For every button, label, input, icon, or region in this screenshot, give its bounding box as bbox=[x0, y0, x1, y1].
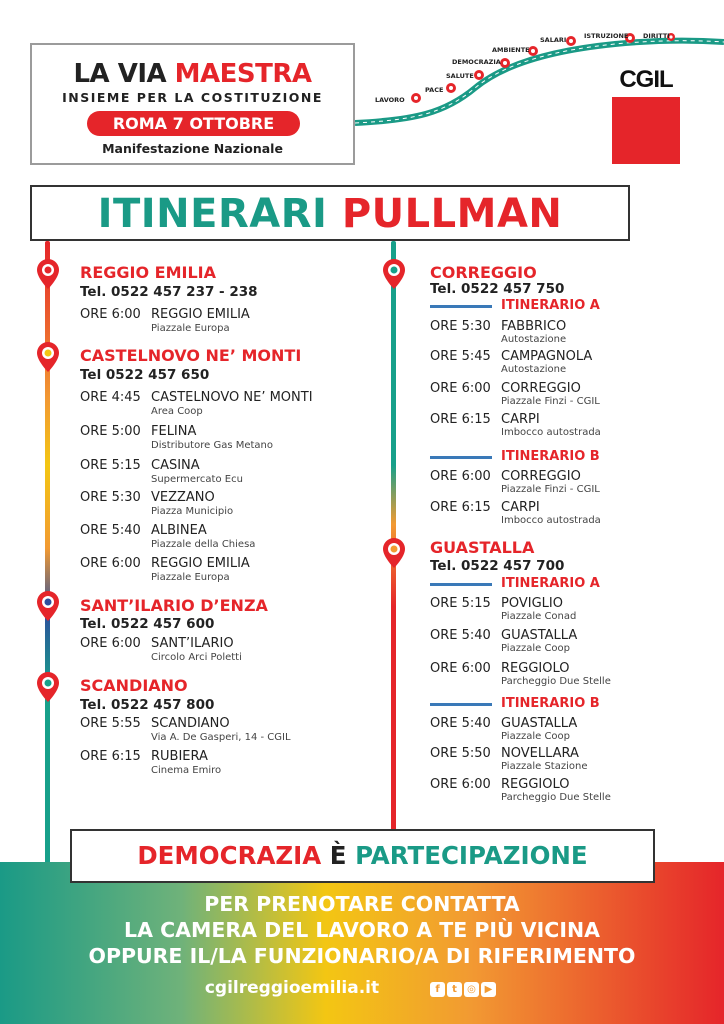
city-heading: GUASTALLA bbox=[430, 538, 535, 557]
social-icons bbox=[430, 979, 498, 999]
footer-gradient bbox=[0, 862, 724, 1024]
stop-name: REGGIO EMILIA bbox=[151, 556, 250, 571]
departure-time: ORE 6:15 bbox=[80, 749, 141, 764]
stop-name: POVIGLIO bbox=[501, 596, 563, 611]
event-note: Manifestazione Nazionale bbox=[102, 141, 283, 156]
phone-number: Tel. 0522 457 600 bbox=[80, 616, 215, 632]
stop-detail: Piazzale Conad bbox=[501, 611, 577, 622]
itinerary-divider bbox=[430, 703, 492, 706]
stop-name: CORREGGIO bbox=[501, 381, 581, 396]
road-label-pace: PACE bbox=[425, 86, 444, 94]
stop-name: REGGIO EMILIA bbox=[151, 307, 250, 322]
timeline-left bbox=[45, 241, 50, 881]
event-header bbox=[30, 43, 355, 165]
stop-detail: Piazzale Coop bbox=[501, 643, 571, 654]
map-pin-icon bbox=[382, 537, 406, 569]
city-heading: CASTELNOVO NE’ MONTI bbox=[80, 346, 302, 365]
slogan-part1: DEMOCRAZIA bbox=[137, 841, 322, 870]
stop-detail: Piazzale Europa bbox=[151, 323, 230, 334]
itinerary-label: ITINERARIO B bbox=[501, 696, 600, 711]
phone-number: Tel. 0522 457 237 - 238 bbox=[80, 284, 258, 300]
slogan-part2: È bbox=[321, 841, 356, 870]
stop-detail: Piazzale Coop bbox=[501, 731, 571, 742]
road-label-salute: SALUTE bbox=[446, 72, 474, 80]
departure-time: ORE 5:40 bbox=[430, 716, 491, 731]
itinerary-label: ITINERARIO A bbox=[501, 576, 600, 591]
title-banner bbox=[30, 185, 630, 241]
phone-number: Tel. 0522 457 800 bbox=[80, 697, 215, 713]
stop-name: VEZZANO bbox=[151, 490, 215, 505]
slogan-box bbox=[70, 829, 655, 883]
stop-detail: Autostazione bbox=[501, 364, 567, 375]
road-label-diritti: DIRITTI bbox=[643, 32, 670, 40]
road-label-lavoro: LAVORO bbox=[375, 96, 405, 104]
cgil-logo-square bbox=[612, 97, 680, 164]
stop-detail: Piazzale Stazione bbox=[501, 761, 588, 772]
stop-detail: Piazzale Finzi - CGIL bbox=[501, 396, 600, 407]
event-title bbox=[32, 59, 353, 89]
road-label-democrazia: DEMOCRAZIA bbox=[452, 58, 501, 66]
departure-time: ORE 6:00 bbox=[430, 381, 491, 396]
phone-number: Tel 0522 457 650 bbox=[80, 367, 210, 383]
departure-time: ORE 6:00 bbox=[430, 661, 491, 676]
stop-name: FABBRICO bbox=[501, 319, 567, 334]
timeline-right bbox=[391, 241, 396, 831]
phone-number: Tel. 0522 457 750 bbox=[430, 281, 565, 297]
itinerary-divider bbox=[430, 456, 492, 459]
stop-name: GUASTALLA bbox=[501, 716, 578, 731]
departure-time: ORE 6:15 bbox=[430, 412, 491, 427]
departure-time: ORE 5:15 bbox=[430, 596, 491, 611]
itinerary-divider bbox=[430, 583, 492, 586]
departure-time: ORE 5:45 bbox=[430, 349, 491, 364]
event-title-part1: LA VIA bbox=[73, 59, 175, 89]
twitter-icon[interactable]: t bbox=[447, 982, 462, 997]
stop-detail: Imbocco autostrada bbox=[501, 427, 601, 438]
cgil-logo bbox=[612, 66, 680, 164]
stop-detail: Via A. De Gasperi, 14 - CGIL bbox=[151, 732, 291, 743]
city-heading: SCANDIANO bbox=[80, 676, 188, 695]
itinerary-divider bbox=[430, 305, 492, 308]
departure-time: ORE 5:40 bbox=[80, 523, 141, 538]
departure-time: ORE 6:00 bbox=[430, 469, 491, 484]
departure-time: ORE 5:30 bbox=[80, 490, 141, 505]
event-subtitle: INSIEME PER LA COSTITUZIONE bbox=[62, 90, 323, 105]
map-pin-icon bbox=[36, 671, 60, 703]
city-heading: CORREGGIO bbox=[430, 263, 537, 282]
departure-time: ORE 4:45 bbox=[80, 390, 141, 405]
departure-time: ORE 6:00 bbox=[80, 556, 141, 571]
page-title-part2: PULLMAN bbox=[341, 191, 563, 237]
stop-detail: Parcheggio Due Stelle bbox=[501, 676, 611, 687]
stop-name: CASTELNOVO NE’ MONTI bbox=[151, 390, 313, 405]
road-label-ambiente: AMBIENTE bbox=[492, 46, 530, 54]
stop-name: CARPI bbox=[501, 500, 540, 515]
page-title-part1: ITINERARI bbox=[97, 191, 328, 237]
cta-line: LA CAMERA DEL LAVORO A TE PIÙ VICINA bbox=[124, 918, 600, 942]
departure-time: ORE 5:50 bbox=[430, 746, 491, 761]
instagram-icon[interactable]: ◎ bbox=[464, 982, 479, 997]
phone-number: Tel. 0522 457 700 bbox=[430, 558, 565, 574]
youtube-icon[interactable]: ▶ bbox=[481, 982, 496, 997]
departure-time: ORE 5:55 bbox=[80, 716, 141, 731]
stop-detail: Piazzale Finzi - CGIL bbox=[501, 484, 600, 495]
departure-time: ORE 5:00 bbox=[80, 424, 141, 439]
slogan bbox=[72, 841, 653, 870]
map-pin-icon bbox=[36, 258, 60, 290]
stop-detail: Parcheggio Due Stelle bbox=[501, 792, 611, 803]
cgil-logo-text: CGIL bbox=[619, 66, 673, 93]
departure-time: ORE 6:00 bbox=[430, 777, 491, 792]
itinerary-label: ITINERARIO A bbox=[501, 298, 600, 313]
stop-detail: Distributore Gas Metano bbox=[151, 440, 273, 451]
stop-name: CORREGGIO bbox=[501, 469, 581, 484]
stop-detail: Circolo Arci Poletti bbox=[151, 652, 242, 663]
stop-name: REGGIOLO bbox=[501, 661, 570, 676]
stop-detail: Imbocco autostrada bbox=[501, 515, 601, 526]
stop-name: NOVELLARA bbox=[501, 746, 579, 761]
map-pin-icon bbox=[36, 590, 60, 622]
stop-name: SANT’ILARIO bbox=[151, 636, 234, 651]
departure-time: ORE 6:00 bbox=[80, 636, 141, 651]
stop-detail: Cinema Emiro bbox=[151, 765, 222, 776]
stop-detail: Piazzale Europa bbox=[151, 572, 230, 583]
city-heading: REGGIO EMILIA bbox=[80, 263, 216, 282]
map-pin-icon bbox=[36, 341, 60, 373]
event-date-pill: ROMA 7 OTTOBRE bbox=[87, 111, 300, 136]
event-title-part2: MAESTRA bbox=[174, 59, 312, 89]
stop-name: ALBINEA bbox=[151, 523, 207, 538]
stop-name: REGGIOLO bbox=[501, 777, 570, 792]
stop-name: SCANDIANO bbox=[151, 716, 230, 731]
stop-name: RUBIERA bbox=[151, 749, 208, 764]
slogan-part3: PARTECIPAZIONE bbox=[355, 841, 588, 870]
page-title bbox=[32, 191, 628, 237]
departure-time: ORE 5:15 bbox=[80, 458, 141, 473]
facebook-icon[interactable]: f bbox=[430, 982, 445, 997]
departure-time: ORE 6:00 bbox=[80, 307, 141, 322]
stop-detail: Piazza Municipio bbox=[151, 506, 234, 517]
stop-name: CAMPAGNOLA bbox=[501, 349, 593, 364]
departure-time: ORE 6:15 bbox=[430, 500, 491, 515]
departure-time: ORE 5:40 bbox=[430, 628, 491, 643]
stop-name: GUASTALLA bbox=[501, 628, 578, 643]
stop-detail: Autostazione bbox=[501, 334, 567, 345]
stop-name: FELINA bbox=[151, 424, 197, 439]
stop-name: CARPI bbox=[501, 412, 540, 427]
cta-line: OPPURE IL/LA FUNZIONARIO/A DI RIFERIMENTO bbox=[88, 944, 636, 968]
road-label-istruzione: ISTRUZIONE bbox=[584, 32, 629, 40]
stop-detail: Piazzale della Chiesa bbox=[151, 539, 256, 550]
city-heading: SANT’ILARIO D’ENZA bbox=[80, 596, 268, 615]
stop-detail: Area Coop bbox=[151, 406, 203, 417]
road-label-salari: SALARI bbox=[540, 36, 567, 44]
itinerary-label: ITINERARIO B bbox=[501, 449, 600, 464]
stop-name: CASINA bbox=[151, 458, 200, 473]
departure-time: ORE 5:30 bbox=[430, 319, 491, 334]
website-link[interactable]: cgilreggioemilia.it bbox=[204, 978, 380, 998]
cta-line: PER PRENOTARE CONTATTA bbox=[204, 892, 520, 916]
stop-detail: Supermercato Ecu bbox=[151, 474, 243, 485]
map-pin-icon bbox=[382, 258, 406, 290]
